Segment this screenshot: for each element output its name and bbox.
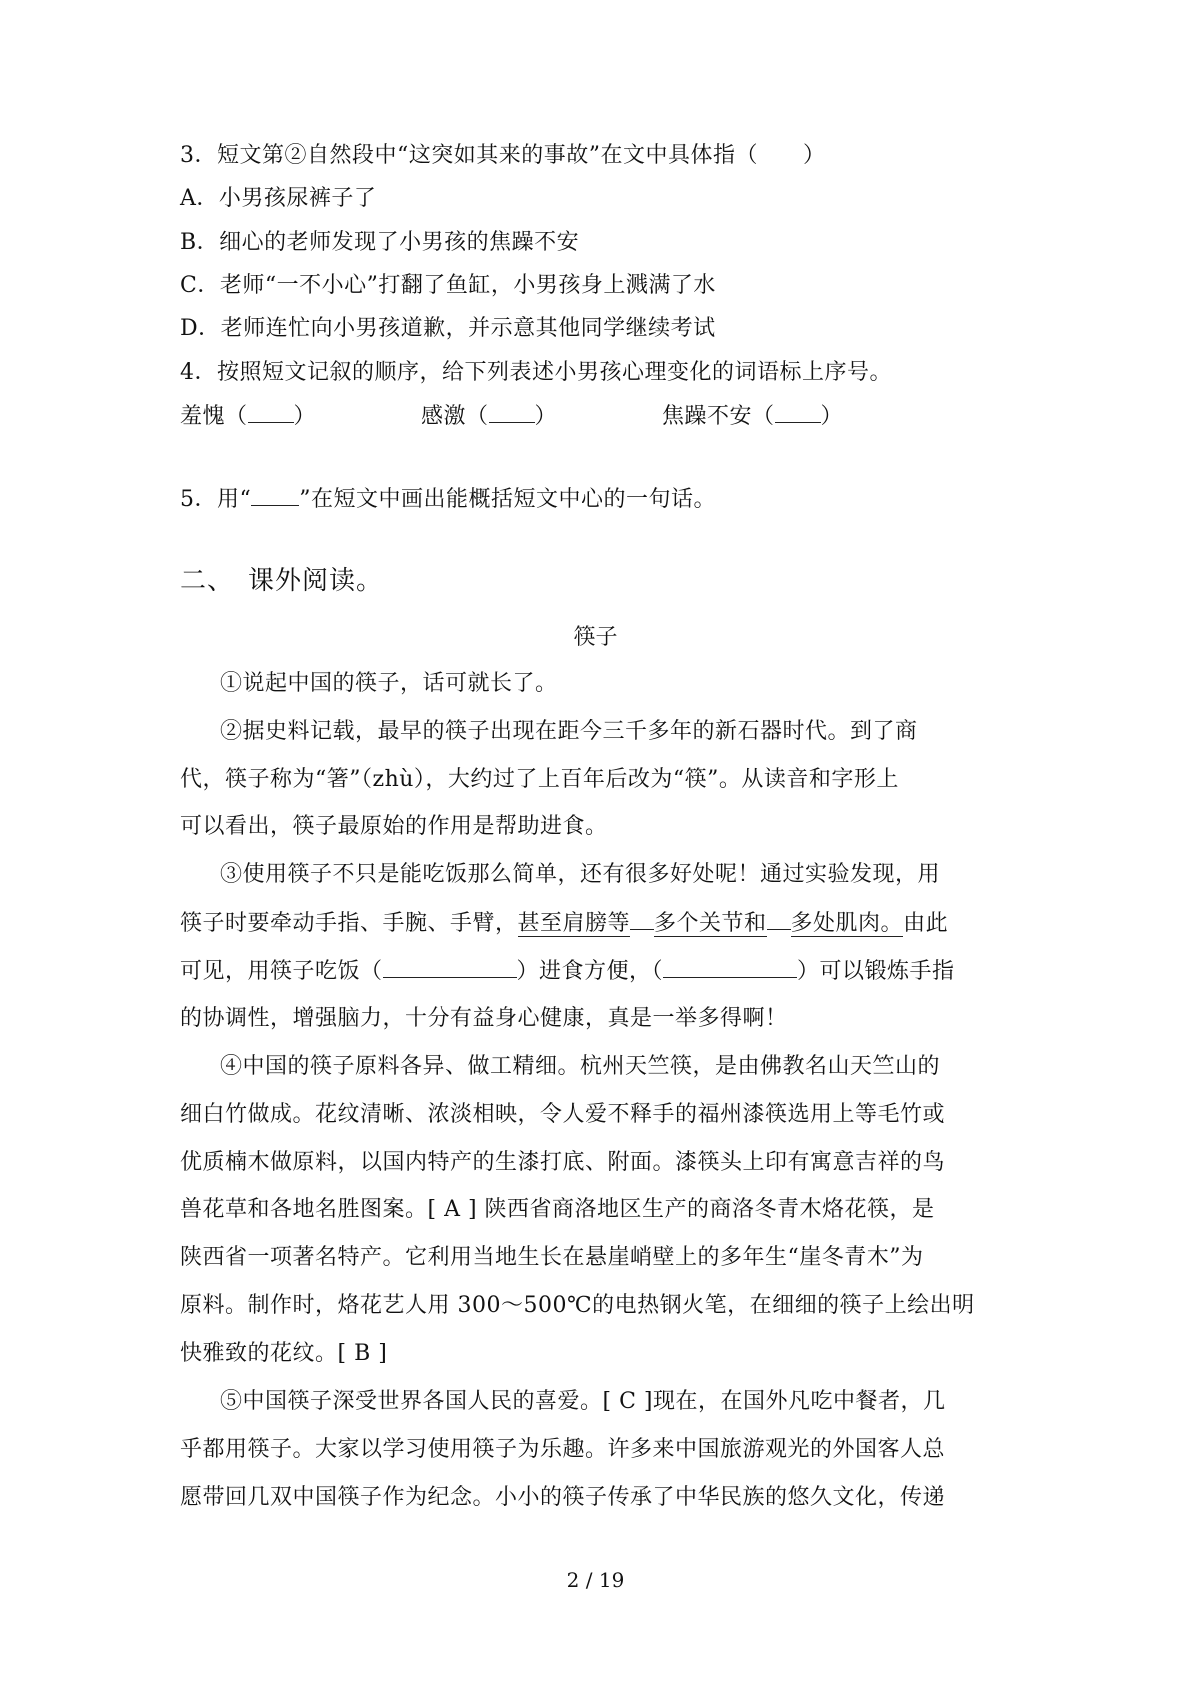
question-3-option-c: C．老师“一不小心”打翻了鱼缸，小男孩身上溅满了水	[180, 273, 716, 298]
answer-blank	[383, 957, 517, 978]
paragraph-3-line-4: 的协调性，增强脑力，十分有益身心健康，真是一举多得啊！	[180, 1006, 788, 1031]
paragraph-3-line-3	[180, 957, 955, 986]
question-4-item-1	[180, 402, 316, 431]
question-4-item-3	[662, 402, 843, 431]
answer-blank	[775, 402, 821, 423]
paragraph-5-line-1: ⑤中国筷子深受世界各国人民的喜爱。[ C ]现在，在国外凡吃中餐者，几	[220, 1389, 946, 1414]
underlined-segment: 多个关节和	[654, 911, 767, 936]
text-segment: 筷子时要牵动手指、手腕、手臂，	[180, 911, 518, 936]
paragraph-3-line-1: ③使用筷子不只是能吃饭那么简单，还有很多好处呢！通过实验发现，用	[220, 862, 941, 887]
underlined-segment: 甚至肩膀等	[517, 911, 631, 936]
item-label: 羞愧（	[180, 404, 248, 429]
underlined-segment: 多处肌肉。	[790, 911, 904, 936]
article-title: 筷子	[573, 625, 618, 650]
question-5	[180, 485, 716, 514]
item-close: ）	[534, 404, 558, 429]
paragraph-4-line-2: 细白竹做成。花纹清晰、浓淡相映，令人爱不释手的福州漆筷选用上等毛竹或	[180, 1102, 946, 1127]
question-4-stem: 4．按照短文记叙的顺序，给下列表述小男孩心理变化的词语标上序号。	[180, 360, 892, 385]
item-close: ）	[820, 404, 844, 429]
paragraph-4-line-6: 原料。制作时，烙花艺人用 300～500℃的电热钢火笔，在细细的筷子上绘出明	[180, 1293, 975, 1318]
paragraph-2-line-1: ②据史料记载，最早的筷子出现在距今三千多年的新石器时代。到了商	[220, 719, 918, 744]
answer-blank	[489, 402, 535, 423]
paragraph-5-line-3: 愿带回几双中国筷子作为纪念。小小的筷子传承了中华民族的悠久文化，传递	[180, 1485, 946, 1510]
question-3-option-d: D．老师连忙向小男孩道歉，并示意其他同学继续考试	[180, 316, 716, 341]
page-number: 2 / 19	[566, 1568, 625, 1592]
answer-blank	[663, 957, 797, 978]
paragraph-5-line-2: 乎都用筷子。大家以学习使用筷子为乐趣。许多来中国旅游观光的外国客人总	[180, 1437, 946, 1462]
paragraph-4-line-4: 兽花草和各地名胜图案。[ A ] 陕西省商洛地区生产的商洛冬青木烙花筷，是	[180, 1197, 935, 1222]
underline-sample	[251, 485, 299, 506]
paragraph-2-line-2: 代，筷子称为“箸”（zhù），大约过了上百年后改为“筷”。从读音和字形上	[180, 767, 899, 792]
text-segment: 由此	[903, 911, 949, 936]
text-segment: ）可以锻炼手指	[797, 959, 955, 984]
question-3-stem: 3．短文第②自然段中“这突如其来的事故”在文中具体指（ ）	[180, 143, 826, 168]
paragraph-4-line-1: ④中国的筷子原料各异、做工精细。杭州天竺筷，是由佛教名山天竺山的	[220, 1054, 941, 1079]
text-segment: ）进食方便，（	[516, 959, 664, 984]
question-3-option-a: A．小男孩尿裤子了	[180, 186, 377, 211]
item-label: 焦躁不安（	[662, 404, 775, 429]
answer-blank	[248, 402, 294, 423]
paragraph-1: ①说起中国的筷子，话可就长了。	[220, 671, 558, 696]
item-label: 感激（	[421, 404, 489, 429]
text-segment: 可见，用筷子吃饭（	[180, 959, 383, 984]
question-4-item-2	[421, 402, 557, 431]
q5-prefix: 5．用“	[180, 487, 252, 512]
paragraph-2-line-3: 可以看出，筷子最原始的作用是帮助进食。	[180, 814, 608, 839]
paragraph-4-line-7: 快雅致的花纹。[ B ]	[180, 1341, 388, 1366]
item-close: ）	[293, 404, 317, 429]
underline-gap	[767, 909, 791, 930]
underline-gap	[630, 909, 654, 930]
paragraph-3-line-2	[180, 909, 948, 938]
paragraph-4-line-5: 陕西省一项著名特产。它利用当地生长在悬崖峭壁上的多年生“崖冬青木”为	[180, 1245, 924, 1270]
question-3-option-b: B．细心的老师发现了小男孩的焦躁不安	[180, 230, 580, 255]
paragraph-4-line-3: 优质楠木做原料，以国内特产的生漆打底、附面。漆筷头上印有寓意吉祥的鸟	[180, 1150, 946, 1175]
section-heading: 二、 课外阅读。	[180, 566, 384, 596]
q5-suffix: ”在短文中画出能概括短文中心的一句话。	[299, 487, 716, 512]
